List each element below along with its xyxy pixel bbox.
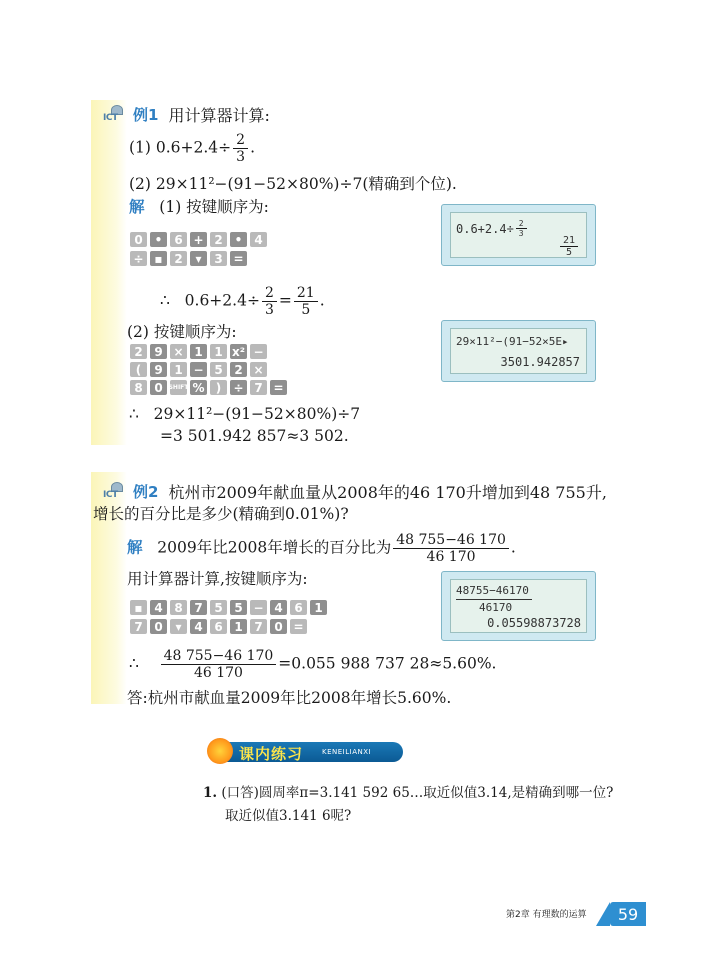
practice-banner (207, 739, 403, 765)
example-book-icon: ICT (103, 105, 129, 125)
calculator-key: ▾ (170, 619, 187, 634)
example2-heading (103, 480, 607, 503)
keys-ex1b-row2 (130, 362, 267, 377)
calculator-key: ▪ (150, 251, 167, 266)
calculator-key: % (190, 380, 207, 395)
calculator-key: 0 (150, 619, 167, 634)
practice-question1-line1: 1. (口答)圆周率π=3.141 592 65…取近似值3.14,是精确到哪一位? (203, 785, 614, 801)
calculator-screen-3 (450, 579, 587, 633)
keys-ex1-row1 (130, 232, 267, 247)
calculator-key: 9 (150, 362, 167, 377)
practice-question1-line2: 取近似值3.141 6呢? (225, 808, 352, 824)
calculator-key: = (230, 251, 247, 266)
calculator-key: 0 (270, 619, 287, 634)
calculator-key: 7 (250, 619, 267, 634)
example2-text-line1: 杭州市2009年献血量从2008年的46 170升增加到48 755升, (168, 483, 607, 502)
calc2-result: 3501.942857 (500, 355, 580, 369)
page-number: 59 (610, 902, 646, 926)
keys-ex1-row2 (130, 251, 247, 266)
calculator-key: 0 (130, 232, 147, 247)
calculator-key: 8 (130, 380, 147, 395)
calc3-numerator: 48755−46170 (456, 584, 529, 597)
calculator-key: 2 (130, 344, 147, 359)
calculator-key: ÷ (230, 380, 247, 395)
calculator-key: 7 (190, 600, 207, 615)
calculator-display-1 (441, 204, 596, 266)
calculator-key: 4 (270, 600, 287, 615)
practice-banner-pinyin: KENEILIANXI (322, 748, 372, 756)
calculator-key: − (250, 600, 267, 615)
calc1-result: $\frac{21}{5}$ (560, 235, 578, 258)
calculator-key: ▾ (190, 251, 207, 266)
practice-banner-title: 课内练习 (239, 745, 304, 763)
calc1-expression: 0.6+2.4÷ (456, 221, 514, 236)
example1-solution2: (2) 按键顺序为: (127, 323, 237, 341)
calculator-key: 8 (170, 600, 187, 615)
calculator-key: 5 (210, 600, 227, 615)
calculator-key: • (150, 232, 167, 247)
calculator-key: 6 (290, 600, 307, 615)
keys-ex1b-row1 (130, 344, 267, 359)
calculator-key: 7 (250, 380, 267, 395)
calculator-screen-2 (450, 328, 587, 374)
calculator-key: − (250, 344, 267, 359)
calculator-key: ▪ (130, 600, 147, 615)
calculator-key: 2 (230, 362, 247, 377)
calculator-key: 9 (150, 344, 167, 359)
keys-ex1b-row3 (130, 380, 287, 395)
calculator-display-2 (441, 320, 596, 382)
calculator-key: 6 (170, 232, 187, 247)
example1-part2: (2) 29×11²−(91−52×80%)÷7(精确到个位). (129, 175, 457, 193)
example1-side-band (91, 100, 127, 445)
calculator-key: 2 (210, 232, 227, 247)
calculator-key: ) (210, 380, 227, 395)
footer-chapter: 第2章 有理数的运算 (506, 910, 587, 920)
example1-label: 例1 (133, 106, 159, 124)
calculator-key: 2 (170, 251, 187, 266)
calculator-key: + (190, 232, 207, 247)
calculator-key: 6 (210, 619, 227, 634)
example1-part1: (1) 0.6+2.4÷ $\frac{2}{3}$ . (129, 132, 256, 165)
example-book-icon: ICT (103, 482, 129, 502)
calculator-key: SHIFT (170, 380, 187, 395)
calculator-key: • (230, 232, 247, 247)
calculator-key: x² (232, 344, 245, 359)
calculator-key: 4 (150, 600, 167, 615)
calculator-key: ÷ (130, 251, 147, 266)
calculator-key: = (270, 380, 287, 395)
example1-title: 用计算器计算: (168, 106, 270, 125)
example2-calc-text: 用计算器计算,按键顺序为: (127, 570, 308, 588)
calculator-key: 5 (230, 600, 247, 615)
calculator-key: × (250, 362, 267, 377)
keys-ex2-row2 (130, 619, 307, 634)
calculator-key: 3 (210, 251, 227, 266)
calculator-key: 7 (130, 619, 147, 634)
example1-heading (103, 103, 270, 126)
calc3-result: 0.05598873728 (487, 616, 581, 630)
calculator-screen-1: 0.6+2.4÷ $\frac{2}{3}$ $\frac{21}{5}$ (450, 212, 587, 258)
calculator-key: − (190, 362, 207, 377)
example2-solution: 解 2009年比2008年增长的百分比为 $\frac{48 755-46 170}{46 170}$ . (127, 532, 516, 565)
example2-label: 例2 (133, 483, 159, 501)
calculator-key: 4 (190, 619, 207, 634)
calculator-key: 4 (250, 232, 267, 247)
calculator-key: 1 (230, 619, 247, 634)
example1-solution1: 解 (1) 按键顺序为: (129, 198, 269, 216)
calculator-key: 0 (150, 380, 167, 395)
calculator-key: 1 (310, 600, 327, 615)
calculator-key: 5 (210, 362, 227, 377)
example2-answer: 答:杭州市献血量2009年比2008年增长5.60%. (127, 689, 452, 707)
calculator-display-3 (441, 571, 596, 641)
calculator-key: = (290, 619, 307, 634)
calculator-key: 1 (210, 344, 227, 359)
example1-therefore1: ∴ 0.6+2.4÷ $\frac{2}{3}$ = $\frac{21}{5}$ . (160, 285, 325, 318)
calculator-key: ( (130, 362, 147, 377)
calculator-key: × (170, 344, 187, 359)
example1-therefore2-line2: =3 501.942 857≈3 502. (160, 427, 349, 445)
calculator-key: 1 (190, 344, 207, 359)
calc3-denominator: 46170 (479, 601, 513, 614)
calc2-expression: 29×11²−(91−52×5E▸ (456, 335, 569, 348)
example1-therefore2-line1: ∴ 29×11²−(91−52×80%)÷7 (129, 405, 361, 423)
example2-text-line2: 增长的百分比是多少(精确到0.01%)? (93, 505, 349, 523)
sun-icon (207, 738, 233, 764)
keys-ex2-row1 (130, 600, 327, 615)
example2-therefore: ∴ $\frac{48 755-46 170}{46 170}$ =0.055 988 737 28≈5.60%. (129, 648, 497, 681)
calculator-key: 1 (170, 362, 187, 377)
